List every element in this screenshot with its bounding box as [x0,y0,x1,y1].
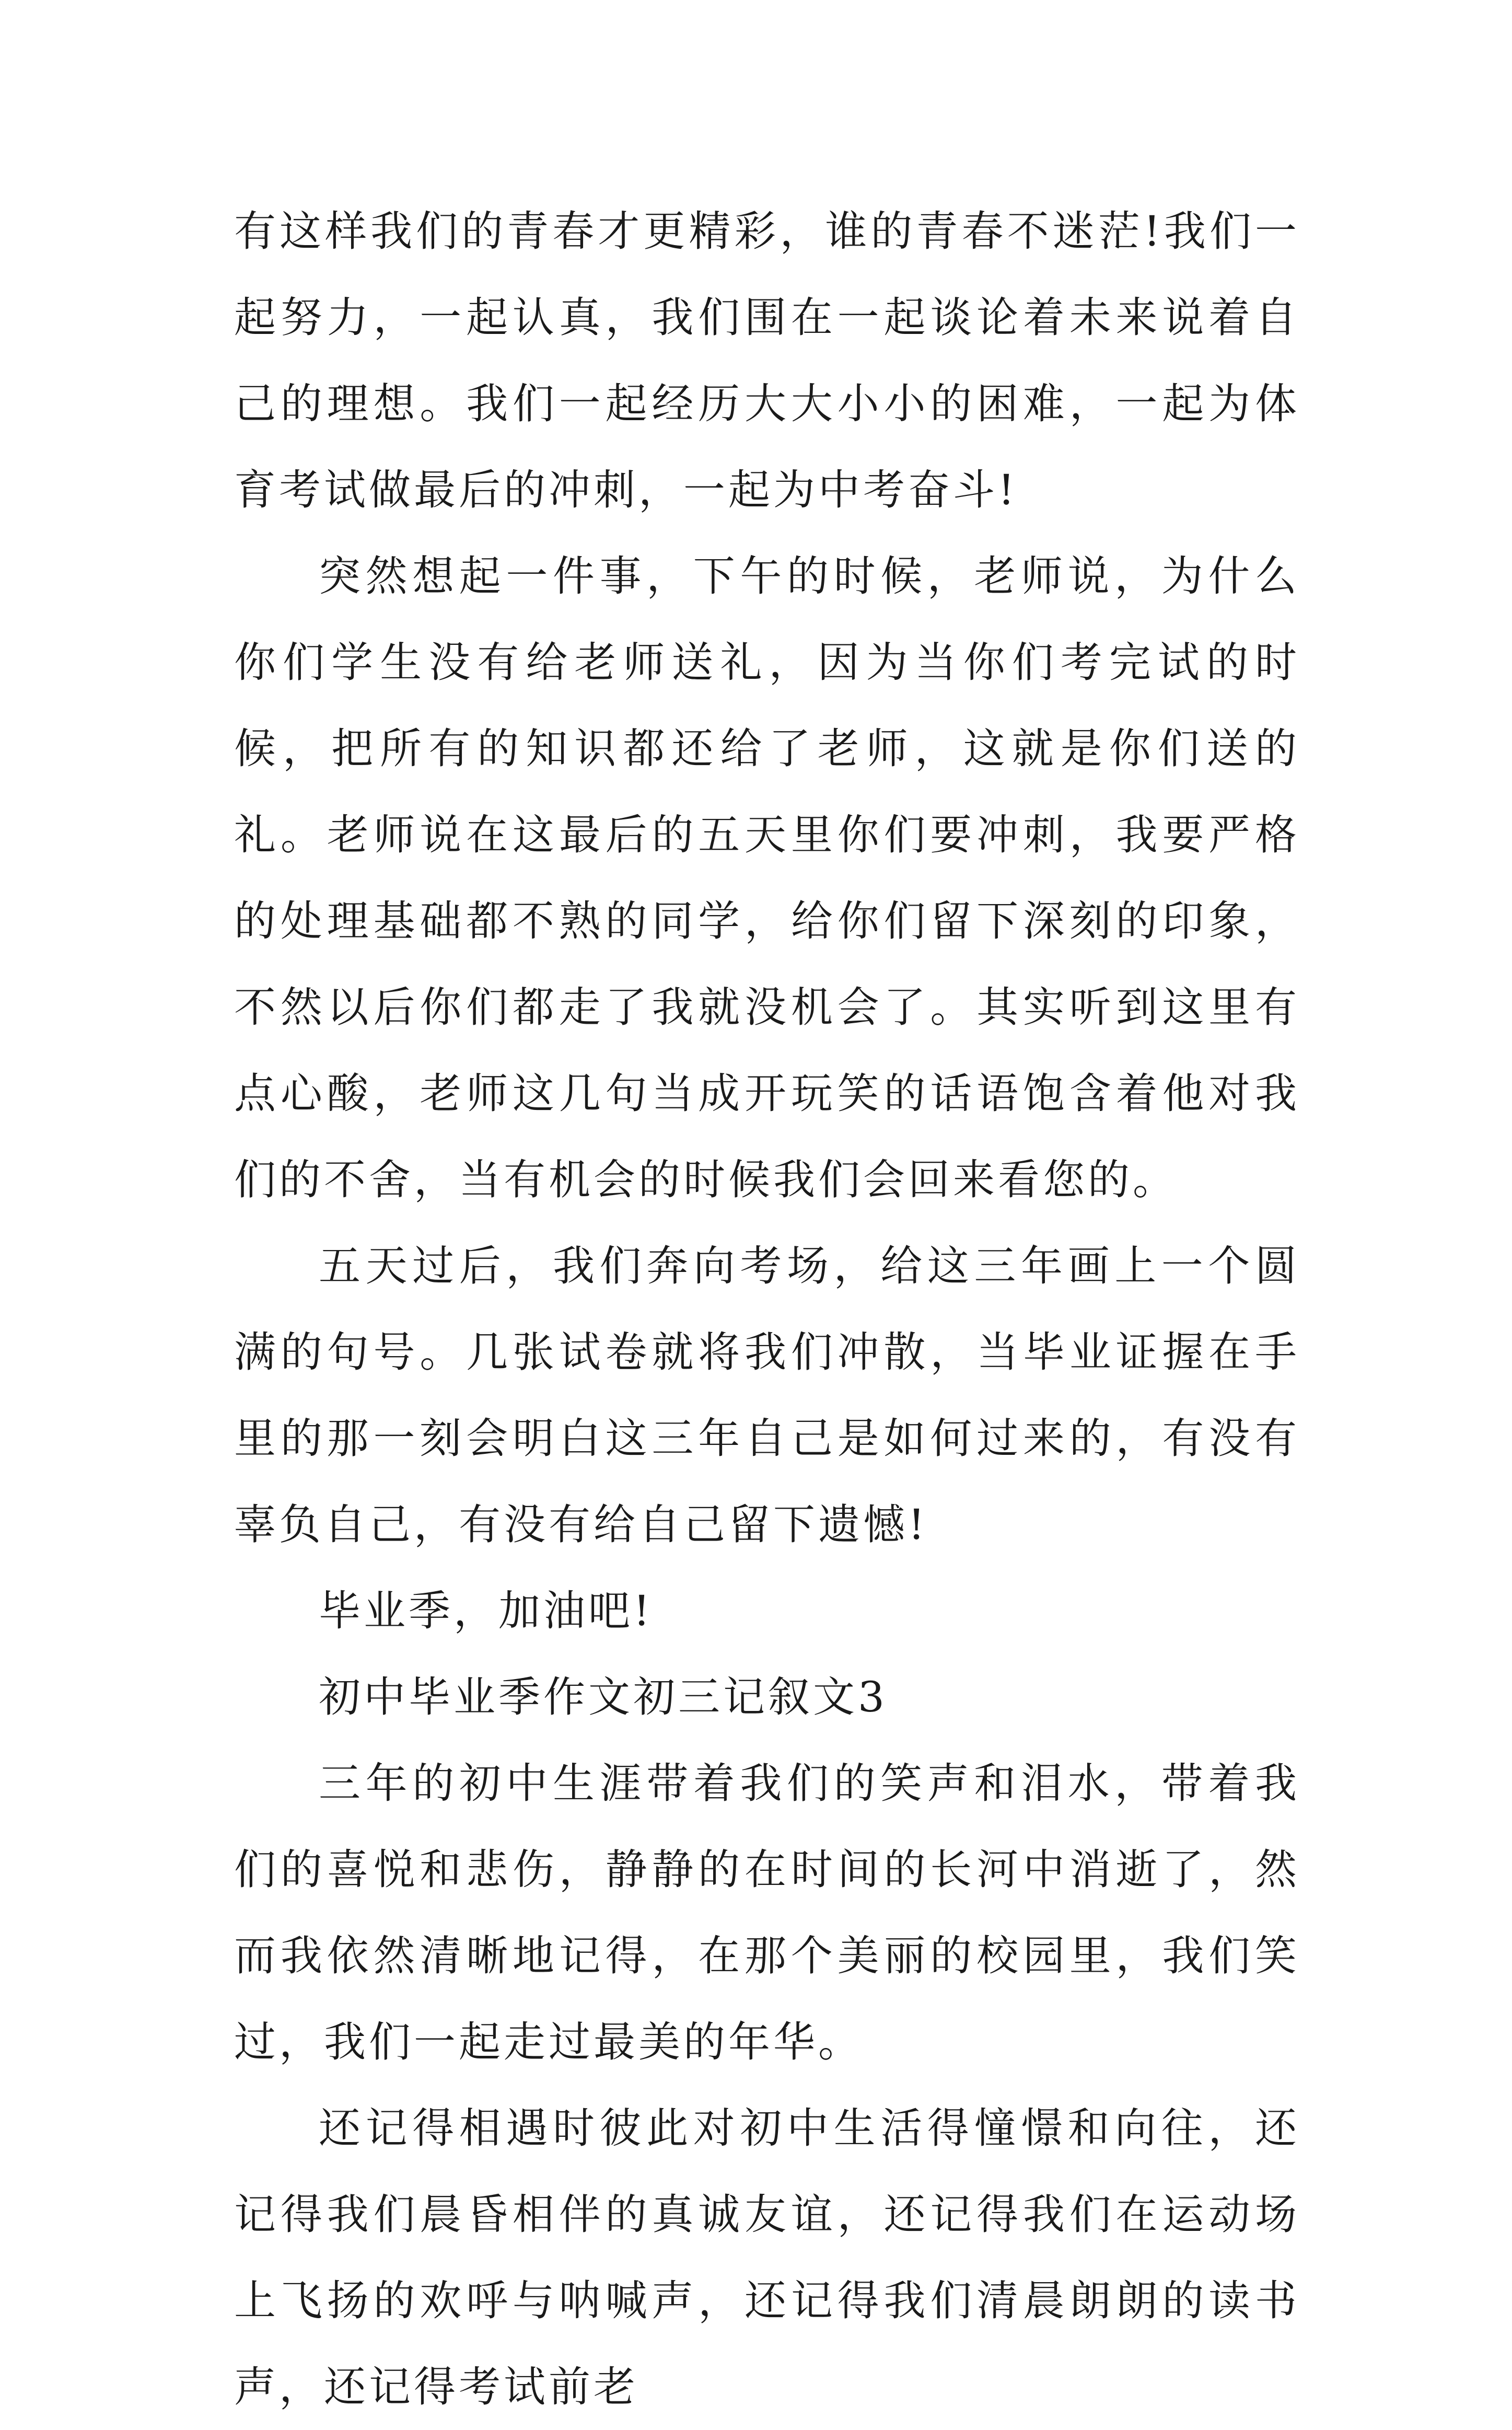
paragraph-3: 五天过后，我们奔向考场，给这三年画上一个圆满的句号。几张试卷就将我们冲散，当毕业证握在手里的那一刻会明白这三年自己是如何过来的，有没有辜负自己，有没有给自己留下遗憾! [234,1242,1300,1549]
paragraph-2: 突然想起一件事，下午的时候，老师说，为什么你们学生没有给老师送礼，因为当你们考完试的时候，把所有的知识都还给了老师，这就是你们送的礼。老师说在这最后的五天里你们要冲刺，我要严格的处理基础都不熟的同学，给你们留下深刻的印象，不然以后你们都走了我就没机会了。其实听到这里有点心酸，老师这几句当成开玩笑的话语饱含着他对我们的不舍，当有机会的时候我们会回来看您的。 [234,552,1300,1204]
document-body [234,188,1300,2430]
section-heading: 初中毕业季作文初三记叙文3 [319,1673,888,1721]
paragraph-5: 三年的初中生涯带着我们的笑声和泪水，带着我们的喜悦和悲伤，静静的在时间的长河中消逝了，然而我依然清晰地记得，在那个美丽的校园里，我们笑过，我们一起走过最美的年华。 [234,1759,1300,2066]
paragraph-6: 还记得相遇时彼此对初中生活得憧憬和向往，还记得我们晨昏相伴的真诚友谊，还记得我们在运动场上飞扬的欢呼与呐喊声，还记得我们清晨朗朗的读书声，还记得考试前老 [234,2104,1300,2411]
paragraph-1: 有这样我们的青春才更精彩，谁的青春不迷茫!我们一起努力，一起认真，我们围在一起谈论着未来说着自己的理想。我们一起经历大大小小的困难，一起为体育考试做最后的冲刺，一起为中考奋斗! [234,207,1300,514]
paragraph-4: 毕业季，加油吧! [319,1587,654,1635]
